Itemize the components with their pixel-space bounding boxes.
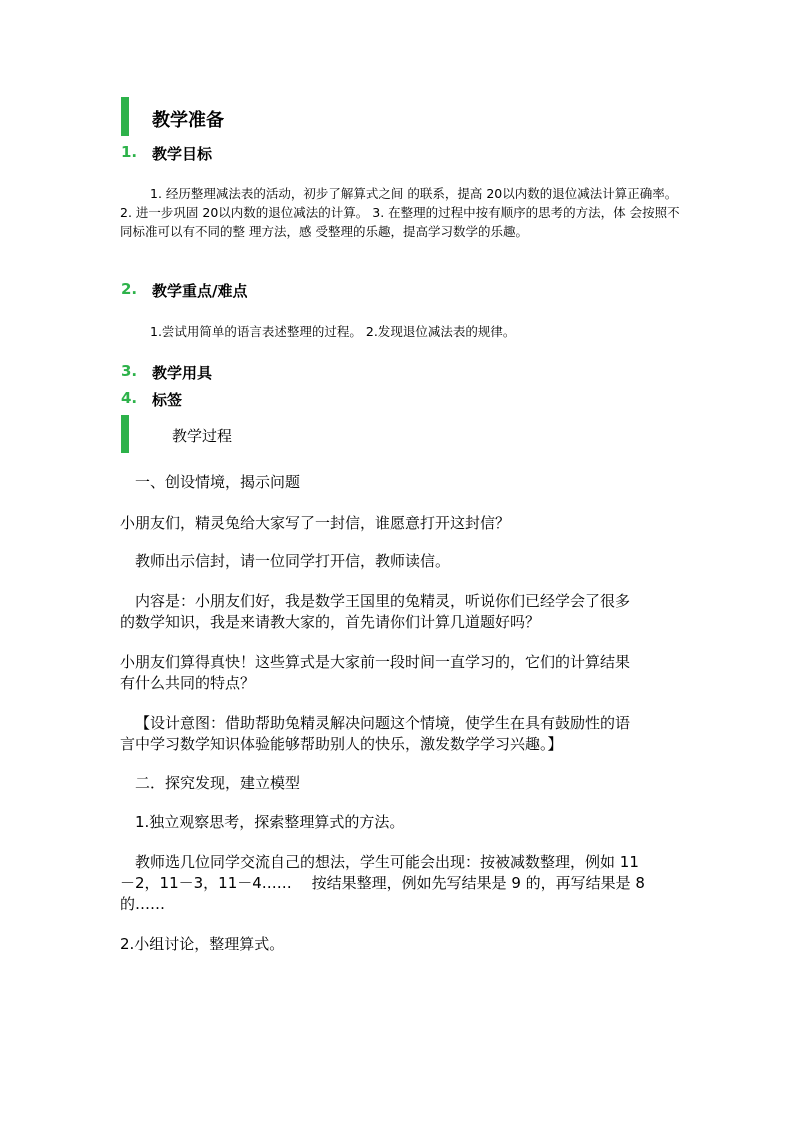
paragraph: 2.小组讨论，整理算式。 <box>120 935 285 953</box>
item-number: 2. <box>121 280 138 298</box>
paragraph: 1.独立观察思考，探索整理算式的方法。 <box>135 813 405 831</box>
section-accent-bar <box>121 97 129 136</box>
item-number: 3. <box>121 362 138 380</box>
paragraph: 小朋友们，精灵兔给大家写了一封信，谁愿意打开这封信？ <box>120 514 511 532</box>
paragraph-line: 小朋友们算得真快！这些算式是大家前一段时间一直学习的，它们的计算结果 <box>120 653 631 671</box>
paragraph: 教师出示信封，请一位同学打开信，教师读信。 <box>135 552 451 570</box>
tools-heading: 教学用具 <box>152 364 213 382</box>
paragraph-line: 的数学知识，我是来请教大家的，首先请你们计算几道题好吗？ <box>120 613 541 631</box>
goals-paragraph: 1. 经历整理减法表的活动，初步了解算式之间 的联系，提高 20以内数的退位减法计算正确率。 2. 进一步巩固 20以内数的退位减法的计算。 3. 在整理的过程中按有顺序的思考的方法，体 会按照不同标准可以有不同的整 理方法，感 受整理的乐趣，提高学习数学的乐趣。 <box>120 186 680 239</box>
paragraph-line: －2，11－3，11－4…… 按结果整理，例如先写结果是 9 的，再写结果是 8 <box>120 874 645 892</box>
prep-title: 教学准备 <box>152 110 224 131</box>
key-points-heading: 教学重点/难点 <box>152 282 248 300</box>
paragraph-line: 的…… <box>120 895 166 913</box>
design-intent-line: 言中学习数学知识体验能够帮助别人的快乐，激发数学学习兴趣。】 <box>120 735 563 753</box>
paragraph-line: 教师选几位同学交流自己的想法，学生可能会出现：按被减数整理，例如 11 <box>135 853 639 871</box>
item-number: 1. <box>121 143 138 161</box>
design-intent-line: 【设计意图：借助帮助兔精灵解决问题这个情境，使学生在具有鼓励性的语 <box>135 714 631 732</box>
paragraph-line: 内容是：小朋友们好，我是数学王国里的兔精灵，听说你们已经学会了很多 <box>135 592 631 610</box>
paragraph-line: 有什么共同的特点？ <box>120 674 256 692</box>
item-number: 4. <box>121 389 138 407</box>
goals-heading: 教学目标 <box>152 145 213 163</box>
process-title: 教学过程 <box>172 427 233 445</box>
tags-heading: 标签 <box>152 391 183 409</box>
key-points-paragraph: 1.尝试用简单的语言表述整理的过程。 2.发现退位减法表的规律。 <box>150 324 516 339</box>
section-one-heading: 一、创设情境，揭示问题 <box>135 473 301 491</box>
section-accent-bar <box>121 415 129 453</box>
section-two-heading: 二．探究发现，建立模型 <box>135 774 301 792</box>
